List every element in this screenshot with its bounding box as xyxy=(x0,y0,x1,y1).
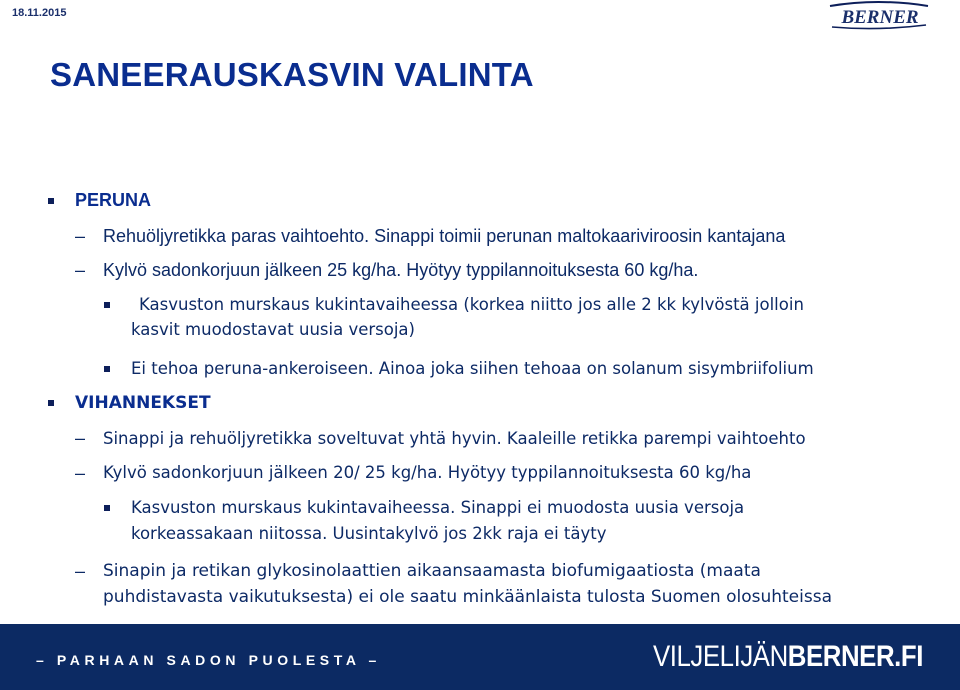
bullet-square-icon xyxy=(48,198,54,204)
section-vihannekset-label: VIHANNEKSET xyxy=(75,393,211,413)
dash-icon: – xyxy=(75,561,86,581)
footer-slogan: – PARHAAN SADON PUOLESTA – xyxy=(36,652,381,668)
dash-icon: – xyxy=(75,226,86,246)
peruna-subpoint-1-line-2: kasvit muodostavat uusia versoja) xyxy=(131,320,415,339)
brand-light-text: VILJELIJÄN xyxy=(653,640,788,673)
peruna-subpoint-2-a: Ei tehoa peruna-ankeroiseen. xyxy=(131,359,374,378)
page-title: SANEERAUSKASVIN VALINTA xyxy=(50,56,534,93)
peruna-subpoint-2 xyxy=(131,359,814,378)
vihannekset-point-3-line-1: Sinapin ja retikan glykosinolaattien aikaansaamasta biofumigaatiosta (maata xyxy=(103,561,761,581)
vihannekset-subpoint-1-line-2: korkeassakaan niitossa. Uusintakylvö jos 2kk raja ei täyty xyxy=(131,524,607,543)
vihannekset-point-3-line-2: puhdistavasta vaikutuksesta) ei ole saatu minkäänlaista tulosta Suomen olosuhteissa xyxy=(103,587,832,607)
bullet-square-icon xyxy=(104,366,110,372)
footer-brand-link[interactable] xyxy=(653,640,923,674)
vihannekset-point-2: Kylvö sadonkorjuun jälkeen 20/ 25 kg/ha. Hyötyy typpilannoituksesta 60 kg/ha xyxy=(103,463,752,482)
svg-text:BERNER: BERNER xyxy=(841,7,919,28)
date-label: 18.11.2015 xyxy=(12,7,67,19)
bullet-square-icon xyxy=(104,505,110,511)
footer-bar xyxy=(0,624,960,690)
bullet-square-icon xyxy=(104,302,110,308)
peruna-subpoint-1-line-1: Kasvuston murskaus kukintavaiheessa (korkea niitto jos alle 2 kk kylvöstä jolloin xyxy=(139,295,804,314)
dash-icon: – xyxy=(75,260,86,280)
brand-bold-text: BERNER.FI xyxy=(787,640,923,673)
vihannekset-subpoint-1-line-1: Kasvuston murskaus kukintavaiheessa. Sinappi ei muodosta uusia versoja xyxy=(131,498,745,517)
peruna-subpoint-2-b: Ainoa joka siihen tehoaa on solanum sisymbriifolium xyxy=(373,359,814,378)
dash-icon: – xyxy=(75,428,86,448)
dash-icon: – xyxy=(75,463,86,483)
peruna-point-2: Kylvö sadonkorjuun jälkeen 25 kg/ha. Hyötyy typpilannoituksesta 60 kg/ha. xyxy=(103,260,699,280)
peruna-point-1: Rehuöljyretikka paras vaihtoehto. Sinappi toimii perunan maltokaariviroosin kantajana xyxy=(103,226,786,246)
berner-logo xyxy=(828,0,932,30)
section-peruna-label: PERUNA xyxy=(75,190,152,210)
vihannekset-point-1: Sinappi ja rehuöljyretikka soveltuvat yhtä hyvin. Kaaleille retikka parempi vaihtoehto xyxy=(103,429,806,448)
bullet-square-icon xyxy=(48,400,54,406)
